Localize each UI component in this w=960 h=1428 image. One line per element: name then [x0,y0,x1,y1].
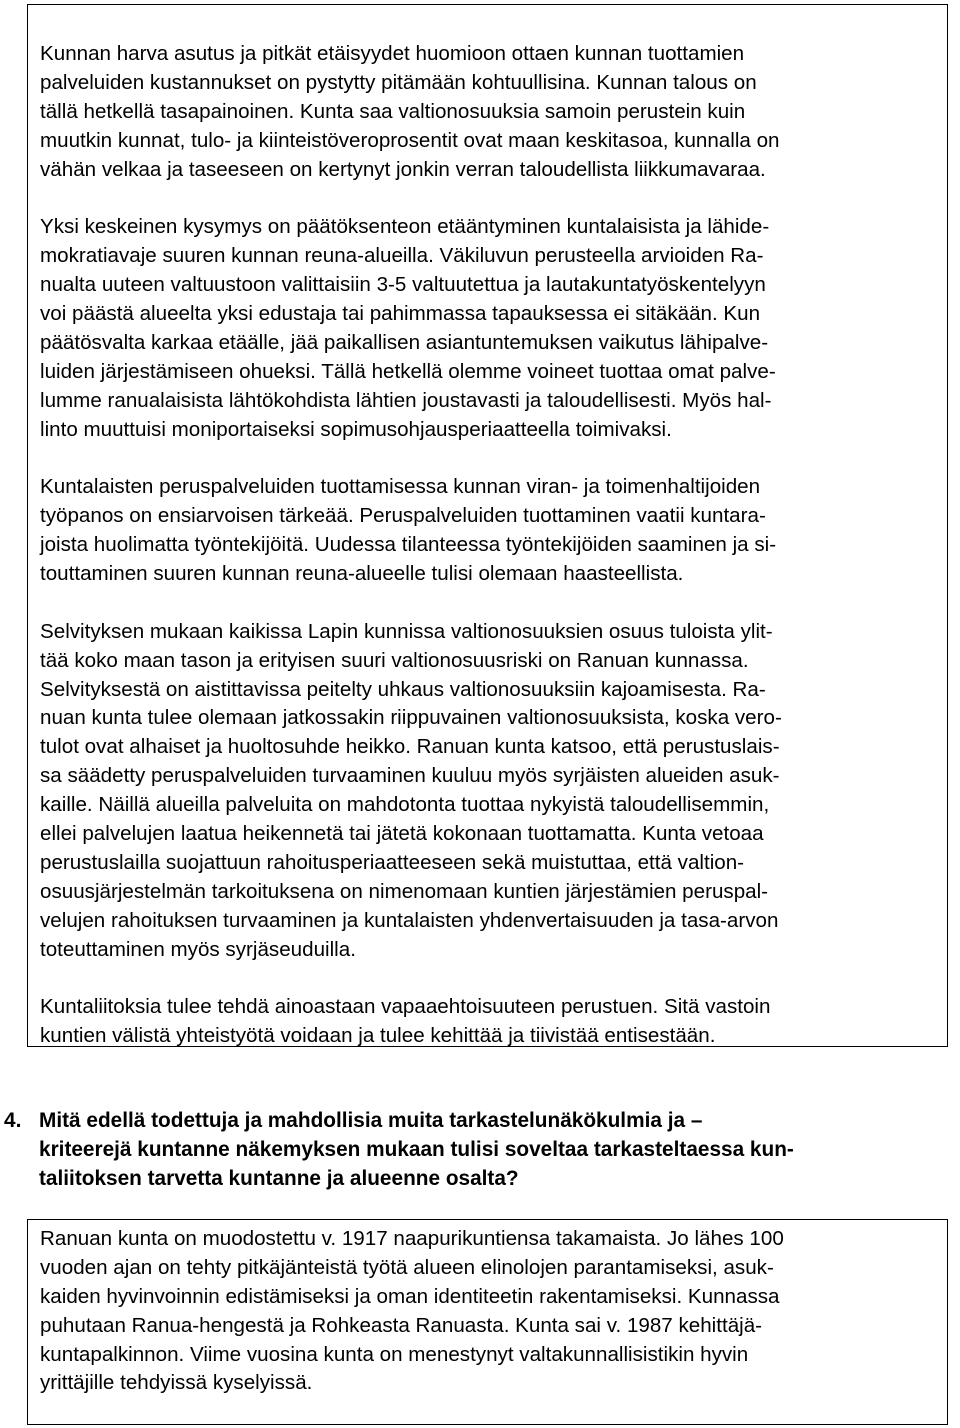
text-line: joista huolimatta työntekijöitä. Uudessa tilanteessa työntekijöiden saaminen ja si- [40,533,777,557]
text-line: muutkin kunnat, tulo- ja kiinteistöveroprosentit ovat maan keskitasoa, kunnalla on [40,128,780,152]
text-line: Kunnan harva asutus ja pitkät etäisyydet huomioon ottaen kunnan tuottamien [40,42,745,65]
text-line: vähän velkaa ja taseeseen on kertynyt jonkin verran taloudellista liikkumavaraa. [40,157,766,181]
text-line: osuusjärjestelmän tarkoituksena on nimenomaan kuntien järjestämien peruspal- [40,879,769,903]
text-line: perustuslailla suojattuun rahoitusperiaatteeseen sekä muistuttaa, että valtion- [40,850,745,874]
question-text [39,1106,794,1193]
question-number: 4. [4,1109,22,1132]
paragraph-mergers [40,993,947,1051]
paragraph-history [40,1225,947,1398]
paragraph-staff [40,473,947,589]
text-line: Ranuan kunta on muodostettu v. 1917 naapurikuntiensa takamaista. Jo lähes 100 [40,1227,784,1250]
text-line: ellei palvelujen laatua heikennetä tai jätetä kokonaan tuottamatta. Kunta vetoaa [40,822,764,846]
text-line: luiden järjestämiseen ohueksi. Tällä hetkellä olemme voineet tuottaa omat palve- [40,359,776,383]
text-line: nualta uuteen valtuustoon valittaisiin 3-5 valtuutettua ja lautakuntatyöskentelyyn [40,273,766,297]
text-line: Yksi keskeinen kysymys on päätöksenteon etääntyminen kuntalaisista ja lähide- [40,215,770,239]
text-line: tällä hetkellä tasapainoinen. Kunta saa valtionosuuksia samoin perustein kuin [40,99,746,123]
text-line: Selvityksen mukaan kaikissa Lapin kunnissa valtionosuuksien osuus tuloista ylit- [40,619,773,643]
paragraph-state-subsidies [40,618,947,965]
text-line: puhutaan Ranua-hengestä ja Rohkeasta Ranuasta. Kunta sai v. 1987 kehittäjä- [40,1313,763,1337]
question-line: taliitoksen tarvetta kuntanne ja alueenne osalta? [39,1166,519,1190]
text-line: kuntapalkinnon. Viime vuosina kunta on menestynyt valtakunnallisistikin hyvin [40,1342,749,1366]
answer-box-3 [27,4,948,1047]
text-line: yrittäjille tehdyissä kyselyissä. [40,1371,313,1395]
text-line: velujen rahoituksen turvaaminen ja kuntalaisten yhdenvertaisuuden ja tasa-arvon [40,908,779,932]
text-line: vuoden ajan on tehty pitkäjänteistä työtä alueen elinolojen parantamiseksi, asuk- [40,1255,774,1279]
text-line: tulot ovat alhaiset ja huoltosuhde heikko. Ranuan kunta katsoo, että perustuslais- [40,735,780,759]
text-line: linto muuttuisi moniportaiseksi sopimusohjausperiaatteella toimivaksi. [40,417,672,441]
question-line: kriteerejä kuntanne näkemyksen mukaan tulisi soveltaa tarkasteltaessa kun- [39,1137,794,1161]
text-line: kaiden hyvinvoinnin edistämiseksi ja oman identiteetin rakentamiseksi. Kunnassa [40,1284,780,1308]
text-line: työpanos on ensiarvoisen tärkeää. Peruspalveluiden tuottaminen vaatii kuntara- [40,504,766,528]
text-line: Kuntaliitoksia tulee tehdä ainoastaan vapaaehtoisuuteen perustuen. Sitä vastoin [40,995,771,1019]
text-line: tää koko maan tason ja erityisen suuri valtionosuusriski on Ranuan kunnassa. [40,648,749,672]
text-line: toteuttaminen myös syrjäseuduilla. [40,937,356,961]
text-line: nuan kunta tulee olemaan jatkossakin riippuvainen valtionosuuksista, koska vero- [40,706,782,730]
text-line: palveluiden kustannukset on pystytty pitämään kohtuullisina. Kunnan talous on [40,70,757,94]
text-line: voi päästä alueelta yksi edustaja tai pahimmassa tapauksessa ei sitäkään. Kun [40,302,761,326]
text-line: Kuntalaisten peruspalveluiden tuottamisessa kunnan viran- ja toimenhaltijoiden [40,475,761,499]
answer-box-4 [27,1219,948,1425]
text-line: kuntien välistä yhteistyötä voidaan ja tulee kehittää ja tiivistää entisestään. [40,1024,716,1048]
question-line: Mitä edellä todettuja ja mahdollisia muita tarkastelunäkökulmia ja – [39,1109,703,1132]
paragraph-finances [40,40,947,184]
text-line: touttaminen suuren kunnan reuna-alueelle tulisi olemaan haasteellista. [40,562,684,586]
paragraph-democracy [40,213,947,444]
text-line: kaille. Näillä alueilla palveluita on mahdotonta tuottaa nykyistä taloudellisemmin, [40,793,770,817]
text-line: sa säädetty peruspalveluiden turvaaminen kuuluu myös syrjäisten alueiden asuk- [40,764,780,788]
text-line: päätösvalta karkaa etäälle, jää paikallisen asiantuntemuksen vaikutus lähipalve- [40,330,769,354]
text-line: Selvityksestä on aistittavissa peitelty uhkaus valtionosuuksiin kajoamisesta. Ra- [40,677,766,701]
text-line: lumme ranualaisista lähtökohdista lähtien joustavasti ja taloudellisesti. Myös hal- [40,388,772,412]
text-line: mokratiavaje suuren kunnan reuna-alueilla. Väkiluvun perusteella arvioiden Ra- [40,244,764,268]
